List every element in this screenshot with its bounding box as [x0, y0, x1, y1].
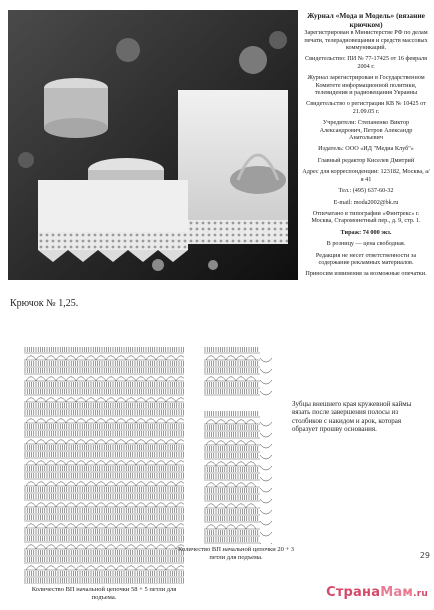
chart-chain-arc [106, 545, 116, 549]
chart-chain-arc [246, 504, 256, 508]
masthead-line: Тел.: (495) 637-60-32 [338, 187, 394, 195]
chart-scallop [260, 466, 272, 470]
chart-chain-arc [26, 524, 36, 528]
chart-chain-arc [66, 524, 76, 528]
chart-chain-arc [146, 356, 156, 360]
chart-chain-arc [156, 356, 166, 360]
chart-chain-arc [116, 440, 126, 444]
chart-chain-arc [236, 483, 246, 487]
chart-chain-arc [106, 440, 116, 444]
chart-chain-arc [156, 377, 166, 381]
chart-chain-arc [36, 524, 46, 528]
masthead-line: Адрес для корреспонденции: 123182, Москва, а/я 41 [302, 168, 430, 183]
chart-chain-arc [136, 545, 146, 549]
masthead-line: Издатель: ООО «ИД "Медиа Клуб"» [318, 145, 414, 153]
chart-chain-arc [116, 461, 126, 465]
chart-chain-arc [36, 503, 46, 507]
chart-chain-arc [36, 356, 46, 360]
chart-scallop [260, 488, 272, 492]
chart-chain-arc [106, 482, 116, 486]
chart-chain-arc [46, 461, 56, 465]
chart-chain-arc [176, 461, 184, 465]
chart-chain-arc [216, 377, 226, 381]
chart-chain-arc [236, 420, 246, 424]
crochet-chart-left-svg [24, 346, 184, 584]
chart-chain-arc [166, 398, 176, 402]
chart-chain-arc [246, 356, 256, 360]
chart-chain-arc [156, 503, 166, 507]
chart-chain-arc [46, 419, 56, 423]
chart-chain-arc [46, 398, 56, 402]
chart-chain-arc [76, 377, 86, 381]
chart-chain-arc [26, 461, 36, 465]
chart-chain-arc [106, 461, 116, 465]
chart-chain-arc [206, 462, 216, 466]
chart-chain-arc [126, 461, 136, 465]
chart-chain-arc [96, 419, 106, 423]
chart-chain-arc [46, 440, 56, 444]
chart-chain-arc [56, 482, 66, 486]
chart-chain-arc [226, 525, 236, 529]
chart-chain-arc [226, 377, 236, 381]
chart-chain-arc [46, 377, 56, 381]
chart-chain-arc [166, 356, 176, 360]
chart-chain-arc [246, 441, 256, 445]
chart-chain-arc [46, 545, 56, 549]
chart-chain-arc [36, 440, 46, 444]
chart-scallop [260, 422, 272, 426]
chart-chain-arc [126, 440, 136, 444]
chart-chain-arc [156, 419, 166, 423]
crochet-chart-right-bottom [204, 410, 276, 544]
chart-chain-arc [206, 420, 216, 424]
chart-scallop [260, 358, 272, 362]
chart-chain-arc [96, 461, 106, 465]
chart-chain-arc [76, 356, 86, 360]
chart-chain-arc [236, 504, 246, 508]
chart-chain-arc [86, 356, 96, 360]
chart-chain-arc [146, 503, 156, 507]
chart-chain-arc [176, 440, 184, 444]
crochet-chart-left [24, 346, 184, 584]
chart-chain-arc [56, 566, 66, 570]
chart-chain-arc [56, 356, 66, 360]
chart-chain-arc [86, 545, 96, 549]
chart-chain-arc [136, 524, 146, 528]
masthead-line: Редакция не несет ответственности за содержание рекламных материалов. [315, 251, 417, 266]
chart-chain-arc [86, 440, 96, 444]
chart-chain-arc [156, 545, 166, 549]
chart-chain-arc [226, 441, 236, 445]
chart-chain-arc [236, 356, 246, 360]
chart-chain-arc [216, 420, 226, 424]
chart-chain-arc [136, 440, 146, 444]
chart-chain-arc [166, 377, 176, 381]
chart-scallop [260, 499, 272, 503]
masthead-title: Журнал «Мода и Модель» (вязание крючком) [307, 11, 425, 29]
watermark-part1: Страна [326, 585, 381, 600]
chart-chain-arc [206, 504, 216, 508]
chart-chain-arc [146, 377, 156, 381]
chart-chain-arc [66, 545, 76, 549]
chart-chain-arc [36, 398, 46, 402]
chart-chain-arc [86, 503, 96, 507]
chart-chain-arc [226, 356, 236, 360]
chart-chain-arc [126, 503, 136, 507]
chart-chain-arc [216, 462, 226, 466]
chart-chain-arc [26, 398, 36, 402]
chart-chain-arc [56, 377, 66, 381]
chart-chain-arc [216, 504, 226, 508]
chart-chain-arc [166, 440, 176, 444]
chart-chain-arc [46, 524, 56, 528]
chart-chain-arc [76, 461, 86, 465]
chart-chain-arc [56, 398, 66, 402]
chart-chain-arc [166, 545, 176, 549]
chart-chain-arc [26, 503, 36, 507]
chart-scallop [260, 380, 272, 384]
chart-chain-arc [96, 356, 106, 360]
chart-chain-arc [46, 503, 56, 507]
chart-chain-arc [126, 377, 136, 381]
chart-chain-arc [156, 566, 166, 570]
chart-chain-arc [146, 398, 156, 402]
chart-scallop [260, 455, 272, 459]
watermark [326, 585, 428, 600]
chart-scallop [260, 521, 272, 525]
chart-chain-arc [96, 440, 106, 444]
chart-chain-arc [156, 524, 166, 528]
chart-chain-arc [206, 377, 216, 381]
chart-chain-arc [96, 545, 106, 549]
chart-chain-arc [236, 525, 246, 529]
chart-chain-arc [176, 503, 184, 507]
chart-chain-arc [166, 419, 176, 423]
chart-chain-arc [26, 440, 36, 444]
chart-chain-arc [116, 524, 126, 528]
edging-note: Зубцы внешнего края кружевной каймы вязать после завершения полосы из столбиков с накидом и арок, которая образует прошву основания. [292, 400, 412, 434]
chart-chain-arc [146, 482, 156, 486]
chart-chain-arc [46, 566, 56, 570]
chart-chain-arc [216, 483, 226, 487]
chart-chain-arc [126, 524, 136, 528]
chart-chain-arc [106, 524, 116, 528]
chart-scallop [260, 510, 272, 514]
chart-chain-arc [116, 545, 126, 549]
chart-chain-arc [76, 482, 86, 486]
chart-chain-arc [86, 482, 96, 486]
chart-chain-arc [116, 356, 126, 360]
chart-chain-arc [106, 503, 116, 507]
crochet-photo-art [8, 10, 298, 280]
chart-scallop [260, 477, 272, 481]
chart-chain-arc [166, 566, 176, 570]
masthead-line: Учредители: Степаненко Виктор Александрович, Петров Александр Анатольевич [319, 119, 413, 142]
masthead [302, 12, 430, 282]
masthead-line: В розницу — цена свободная. [326, 240, 406, 248]
chart-chain-arc [56, 503, 66, 507]
chart-chain-arc [146, 440, 156, 444]
chart-chain-arc [96, 482, 106, 486]
chart-chain-arc [206, 525, 216, 529]
chart-chain-arc [106, 398, 116, 402]
chart-chain-arc [56, 545, 66, 549]
chart-left-label: Количество ВП начальной цепочки 58 + 5 петли для подъема. [31, 586, 177, 601]
crochet-chart-right-top-svg [204, 346, 276, 398]
chart-right-label: Количество ВП начальной цепочки 20 + 3 петли для подъема. [178, 546, 294, 561]
chart-chain-arc [156, 398, 166, 402]
chart-chain-arc [146, 566, 156, 570]
chart-chain-arc [66, 482, 76, 486]
chart-chain-arc [36, 482, 46, 486]
chart-chain-arc [136, 377, 146, 381]
chart-chain-arc [86, 377, 96, 381]
photo-caption: Крючок № 1,25. [10, 298, 79, 309]
chart-chain-arc [116, 398, 126, 402]
chart-chain-arc [246, 420, 256, 424]
chart-chain-arc [106, 419, 116, 423]
masthead-line: Свидетельство: ПИ № 77-17425 от 16 февраля 2004 г. [304, 55, 427, 70]
chart-chain-arc [166, 503, 176, 507]
crochet-photo [8, 10, 298, 280]
chart-chain-arc [116, 566, 126, 570]
masthead-line: Зарегистрирован в Министерстве РФ по делам печати, телерадиовещания и средств массовых коммуникаций. [304, 29, 428, 51]
chart-chain-arc [86, 398, 96, 402]
chart-chain-arc [136, 461, 146, 465]
chart-chain-arc [56, 524, 66, 528]
chart-chain-arc [146, 545, 156, 549]
chart-chain-arc [46, 356, 56, 360]
chart-chain-arc [56, 440, 66, 444]
chart-chain-arc [96, 398, 106, 402]
chart-chain-arc [106, 356, 116, 360]
masthead-line: Тираж: 74 000 экз. [340, 228, 392, 236]
chart-chain-arc [166, 524, 176, 528]
chart-chain-arc [176, 482, 184, 486]
chart-chain-arc [126, 419, 136, 423]
chart-chain-arc [116, 419, 126, 423]
chart-chain-arc [176, 524, 184, 528]
chart-chain-arc [36, 461, 46, 465]
chart-chain-arc [166, 461, 176, 465]
chart-chain-arc [176, 398, 184, 402]
chart-chain-arc [66, 398, 76, 402]
chart-chain-arc [236, 462, 246, 466]
chart-chain-arc [136, 566, 146, 570]
chart-chain-arc [226, 462, 236, 466]
chart-chain-arc [86, 524, 96, 528]
chart-chain-arc [66, 461, 76, 465]
chart-scallop [260, 543, 272, 544]
chart-chain-arc [246, 462, 256, 466]
chart-chain-arc [36, 419, 46, 423]
chart-chain-arc [96, 377, 106, 381]
chart-chain-arc [136, 482, 146, 486]
chart-chain-arc [226, 420, 236, 424]
chart-chain-arc [96, 503, 106, 507]
chart-chain-arc [36, 566, 46, 570]
chart-scallop [260, 369, 272, 373]
masthead-line: Приносим извинения за возможные опечатки. [305, 270, 427, 278]
chart-chain-arc [26, 356, 36, 360]
chart-chain-arc [126, 545, 136, 549]
chart-chain-arc [136, 503, 146, 507]
chart-chain-arc [136, 419, 146, 423]
chart-chain-arc [66, 377, 76, 381]
chart-chain-arc [36, 545, 46, 549]
chart-chain-arc [66, 503, 76, 507]
chart-chain-arc [146, 461, 156, 465]
chart-chain-arc [56, 419, 66, 423]
chart-chain-arc [26, 377, 36, 381]
chart-chain-arc [116, 482, 126, 486]
masthead-line: E-mail: moda2002@bk.ru [333, 198, 399, 206]
chart-chain-arc [86, 566, 96, 570]
chart-chain-arc [176, 377, 184, 381]
chart-chain-arc [136, 398, 146, 402]
chart-chain-arc [76, 419, 86, 423]
chart-chain-arc [46, 482, 56, 486]
chart-chain-arc [106, 566, 116, 570]
chart-chain-arc [246, 483, 256, 487]
chart-scallop [260, 532, 272, 536]
chart-chain-arc [246, 377, 256, 381]
chart-chain-arc [226, 504, 236, 508]
chart-chain-arc [56, 461, 66, 465]
masthead-line: Журнал зарегистрирован в Государственном Комитете информационной политики, телевидения и радиовещания Украины [307, 74, 425, 97]
chart-chain-arc [76, 566, 86, 570]
chart-chain-arc [216, 525, 226, 529]
chart-chain-arc [76, 398, 86, 402]
chart-scallop [260, 391, 272, 395]
chart-scallop [260, 444, 272, 448]
chart-chain-arc [206, 483, 216, 487]
chart-chain-arc [76, 524, 86, 528]
chart-chain-arc [76, 545, 86, 549]
watermark-tld: .ru [413, 589, 428, 599]
chart-chain-arc [156, 440, 166, 444]
chart-chain-arc [176, 356, 184, 360]
chart-chain-arc [26, 545, 36, 549]
chart-chain-arc [126, 566, 136, 570]
chart-chain-arc [216, 441, 226, 445]
chart-chain-arc [106, 377, 116, 381]
masthead-line: Главный редактор Киселев Дмитрий [317, 156, 415, 164]
chart-chain-arc [226, 483, 236, 487]
chart-chain-arc [66, 356, 76, 360]
chart-chain-arc [96, 524, 106, 528]
chart-chain-arc [26, 482, 36, 486]
masthead-line: Отпечатано в типографии «Финтрекс» г. Москва, Старомонетный пер., д. 9, стр. 1. [311, 209, 421, 225]
chart-chain-arc [26, 419, 36, 423]
chart-chain-arc [136, 356, 146, 360]
crochet-chart-right-top [204, 346, 276, 398]
crochet-chart-right-bottom-svg [204, 410, 276, 544]
chart-chain-arc [126, 398, 136, 402]
chart-chain-arc [66, 566, 76, 570]
chart-chain-arc [76, 503, 86, 507]
chart-chain-arc [26, 566, 36, 570]
chart-chain-arc [116, 377, 126, 381]
chart-chain-arc [246, 525, 256, 529]
chart-chain-arc [206, 356, 216, 360]
chart-chain-arc [96, 566, 106, 570]
chart-chain-arc [146, 419, 156, 423]
chart-scallop [260, 433, 272, 437]
watermark-part2: Мам [380, 585, 414, 600]
chart-chain-arc [86, 419, 96, 423]
chart-chain-arc [156, 482, 166, 486]
chart-chain-arc [156, 461, 166, 465]
chart-chain-arc [66, 440, 76, 444]
masthead-line: Свидетельство о регистрации КВ № 10425 от 21.09.05 г. [306, 100, 426, 115]
chart-chain-arc [126, 482, 136, 486]
chart-chain-arc [126, 356, 136, 360]
chart-chain-arc [236, 377, 246, 381]
chart-chain-arc [116, 503, 126, 507]
chart-chain-arc [146, 524, 156, 528]
chart-chain-arc [36, 377, 46, 381]
chart-chain-arc [176, 566, 184, 570]
chart-chain-arc [206, 441, 216, 445]
chart-chain-arc [86, 461, 96, 465]
chart-chain-arc [166, 482, 176, 486]
chart-chain-arc [176, 419, 184, 423]
chart-chain-arc [216, 356, 226, 360]
chart-chain-arc [236, 441, 246, 445]
chart-chain-arc [66, 419, 76, 423]
page-number: 29 [419, 551, 430, 560]
chart-chain-arc [76, 440, 86, 444]
